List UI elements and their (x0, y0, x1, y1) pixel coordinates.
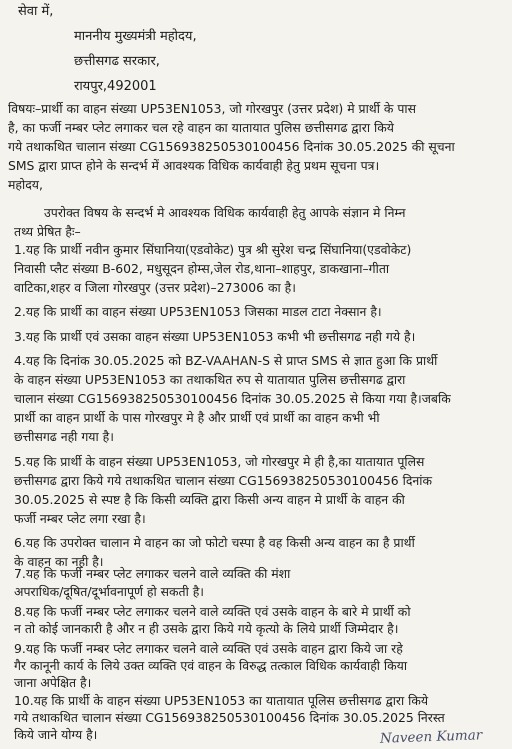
point-line: 2.यह कि प्रार्थी का वाहन संख्या UP53EN1053 जिसका माडल टाटा नेक्सान है। (14, 304, 382, 319)
intro-line: उपरोक्त विषय के सन्दर्भ मे आवश्यक विधिक कार्यवाही हेतु आपके संज्ञान मे निम्न (44, 205, 406, 220)
point-line: 3.यह कि प्रार्थी एवं उसका वाहन संख्या UP53EN1053 कभी भी छत्तीसगढ नही गये है। (14, 329, 416, 344)
point-line: गये तथाकथित चालान संख्या CG156938250530100456 दिनांक 30.05.2025 निरस्त (14, 710, 445, 725)
intro-line: तथ्य प्रेषित हैः– (14, 224, 81, 239)
point-line: अपराधिक/दूषित/दूर्भावनापूर्ण हो सकती है। (14, 584, 205, 599)
point-line: न तो कोई जानकारी है और न ही उसके द्वारा किये गये कृत्यो के लिये प्रार्थी जिम्मेदार है। (14, 621, 399, 636)
point-line: वाटिका,शहर व जिला गोरखपुर (उत्तर प्रदेश)–273006 का है। (14, 280, 296, 295)
point-line: 5.यह कि प्रार्थी के वाहन संख्या UP53EN1053, जो गोरखपुर मे ही है,का यातायात पूलिस (14, 454, 425, 469)
point-line: गैर कानूनी कार्य के लिये उक्त व्यक्ति एवं वाहन के विरुद्ध तत्काल विधिक कार्यवाही किया (14, 658, 408, 673)
point-line: 6.यह कि उपरोक्त चालान मे वाहन का जो फोटो चस्पा है वह किसी अन्य वाहन का है प्रार्थी (14, 535, 415, 550)
point-line: 1.यह कि प्रार्थी नवीन कुमार सिंघानिया(एडवोकेट) पुत्र श्री सुरेश चन्द्र सिंघानिया(एडवोकेट) (14, 242, 412, 257)
subject-line: विषयः–प्रार्थी का वाहन संख्या UP53EN1053, जो गोरखपुर (उत्तर प्रदेश) मे प्रार्थी के पास (8, 101, 416, 116)
point-line: के वाहन संख्या UP53EN1053 का तथाकथित रुप से यातायात पुलिस छत्तीसगढ द्वारा (14, 372, 406, 387)
point-line: 30.05.2025 से स्पष्ट है कि किसी व्यक्ति द्वारा किसी अन्य वाहन मे प्रार्थी के वाहन की (14, 492, 405, 507)
subject-line: गये तथाकथित चालान संख्या CG156938250530100456 दिनांक 30.05.2025 की सूचना (8, 139, 455, 154)
government: छत्तीसगढ सरकार, (74, 54, 160, 69)
salutation: सेवा में, (18, 4, 54, 19)
recipient: माननीय मुख्यमंत्री महोदय, (74, 29, 197, 44)
point-line: 4.यह कि दिनांक 30.05.2025 को BZ-VAAHAN-S से प्राप्त SMS से ज्ञात हुआ कि प्रार्थी (14, 353, 438, 368)
point-line: निवासी प्लैट संख्या B-602, मधुसूदन होम्स,जेल रोड,थाना–शाहपुर, डाकखाना–गीता (14, 261, 390, 276)
point-line: 9.यह कि फर्जी नम्बर प्लेट लगाकर चलने वाले व्यक्ति एवं उसके वाहन द्वारा किये जा रहे (14, 641, 403, 656)
point-line: छत्तीसगढ नही गया है। (14, 429, 114, 444)
point-line: जाना अपेक्षित है। (14, 675, 92, 690)
point-line: प्रार्थी का वाहन प्रार्थी के पास गोरखपुर मे है और प्रार्थी एवं प्रार्थी का वाहन कभी भी (14, 410, 380, 425)
point-line: फर्जी नम्बर प्लेट लगा रखा है। (14, 511, 146, 526)
point-line: के वाहन का नही है। (14, 554, 104, 569)
subject-line: है, का फर्जी नम्बर प्लेट लगाकर चल रहे वाहन का यातायात पुलिस छत्तीसगढ द्वारा किये (8, 120, 394, 135)
point-line: 10.यह कि प्रार्थी के वाहन संख्या UP53EN1053 का यातायात पूलिस छत्तीसगढ द्वारा किये (14, 693, 429, 708)
point-line: 7.यह कि फर्जी नम्बर प्लेट लगाकर चलने वाले व्यक्ति की मंशा (14, 566, 291, 581)
point-line: छत्तीसगढ द्वारा किये गये तथाकथित चालान संख्या CG156938250530100456 दिनांक (14, 473, 433, 488)
signature: Naveen Kumar (379, 727, 483, 747)
point-line: किये जाने योग्य है। (14, 727, 98, 742)
greeting: महोदय, (8, 177, 43, 192)
point-line: चालान संख्या CG156938250530100456 दिनांक 30.05.2025 से किया गया है।जबकि (14, 391, 451, 406)
subject-line: SMS द्वारा प्राप्त होने के सन्दर्भ में आवश्यक विधिक कार्यवाही हेतु प्रथम सूचना पत्र। (8, 158, 380, 173)
city: रायपुर,492001 (74, 79, 157, 94)
point-line: 8.यह कि फर्जी नम्बर प्लेट लगाकर चलने वाले व्यक्ति एवं उसके वाहन के बारे मे प्रार्थी को (14, 604, 411, 619)
